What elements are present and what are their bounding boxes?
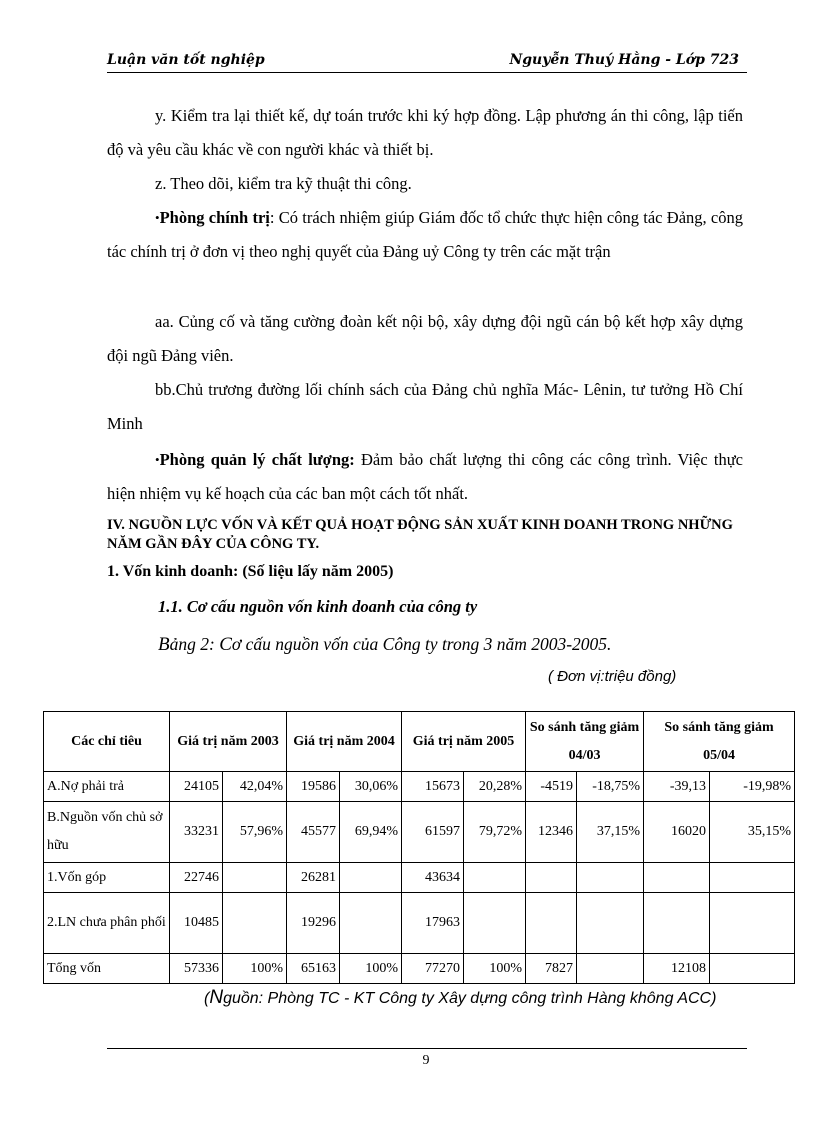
table-cell: 77270: [402, 954, 464, 984]
subsection-heading-1-1: 1.1. Cơ cấu nguồn vốn kinh doanh của công ty: [158, 597, 478, 616]
table-cell: 24105: [170, 772, 223, 802]
table-row-total: [44, 954, 795, 984]
header-compare-05-04: So sánh tăng giảm 05/04: [644, 712, 795, 772]
table-cell: 100%: [464, 954, 526, 984]
table-cell: 37,15%: [577, 802, 644, 863]
paragraph-aa: aa. Củng cố và tăng cường đoàn kết nội bộ, xây dựng đội ngũ cán bộ kết hợp xây dựng đội ngũ Đảng viên.: [107, 312, 743, 365]
political-dept-label: Phòng chính trị: [159, 208, 270, 227]
table-caption-rest: ơ cấu nguồn vốn của Công ty trong 3 năm 2003-2005.: [231, 634, 612, 654]
table-cell: 15673: [402, 772, 464, 802]
quality-dept-text: Đảm bảo chất lượng thi công các công trình. Việc thực hiện nhiệm vụ kế hoạch của các ban một cách tốt nhất.: [107, 450, 743, 503]
table-cell: [644, 863, 710, 893]
table-cell: 42,04%: [223, 772, 287, 802]
table-cell: [577, 954, 644, 984]
table-cell: 57336: [170, 954, 223, 984]
table-cell: 12346: [526, 802, 577, 863]
table-cell: -18,75%: [577, 772, 644, 802]
table-cell: -4519: [526, 772, 577, 802]
row-label: B.Nguồn vốn chủ sở hữu: [44, 802, 170, 863]
table-cell: [526, 863, 577, 893]
table-cell: 26281: [287, 863, 340, 893]
table-cell: 30,06%: [340, 772, 402, 802]
table-cell: 35,15%: [710, 802, 795, 863]
table-cell: 100%: [223, 954, 287, 984]
table-cell: -19,98%: [710, 772, 795, 802]
table-header-row: [44, 712, 795, 772]
bullet-icon: •: [155, 452, 160, 467]
source-text: guồn: Phòng TC - KT Công ty Xây dựng công trình Hàng không ACC): [223, 990, 717, 1007]
table-cell: [644, 893, 710, 954]
paragraph-bb: bb.Chủ trương đường lối chính sách của Đảng chủ nghĩa Mác- Lênin, tư tưởng Hồ Chí Minh: [107, 380, 743, 433]
paragraph-y: y. Kiểm tra lại thiết kế, dự toán trước khi ký hợp đồng. Lập phương án thi công, lập tiến độ và yêu cầu khác về con người khác và thiết bị.: [107, 106, 743, 159]
political-dept-text: : Có trách nhiệm giúp Giám đốc tổ chức thực hiện công tác Đảng, công tác chính trị ở đơn vị theo nghị quyết của Đảng uỷ Công ty trên các mặt trận: [107, 208, 743, 261]
table-cell: [340, 893, 402, 954]
table-cell: 100%: [340, 954, 402, 984]
row-label: Tổng vốn: [44, 954, 170, 984]
paragraph-political-dept: [107, 201, 743, 269]
paragraph-z: z. Theo dõi, kiểm tra kỹ thuật thi công.: [155, 174, 412, 193]
table-cell: 79,72%: [464, 802, 526, 863]
table-cell: 45577: [287, 802, 340, 863]
table-cell: 7827: [526, 954, 577, 984]
table-cell: 16020: [644, 802, 710, 863]
table-cell: [577, 893, 644, 954]
table-cell: 33231: [170, 802, 223, 863]
table-cell: 22746: [170, 863, 223, 893]
section-heading-iv: IV. NGUỒN LỰC VỐN VÀ KẾT QUẢ HOẠT ĐỘNG SẢN XUẤT KINH DOANH TRONG NHỮNG NĂM GẦN ĐÂY CỦA CÔNG TY.: [107, 517, 733, 552]
table-source-note: [204, 987, 716, 1009]
table-cell: [340, 863, 402, 893]
table-row: [44, 802, 795, 863]
table-row: [44, 893, 795, 954]
table-cell: [223, 893, 287, 954]
table-cell: [710, 954, 795, 984]
row-label: 2.LN chưa phân phối: [44, 893, 170, 954]
table-cell: 19586: [287, 772, 340, 802]
unit-note: ( Đơn vị:triệu đồng): [548, 668, 677, 685]
table-caption-part: ảng 2:: [169, 634, 220, 654]
table-cell: 17963: [402, 893, 464, 954]
table-cell: [464, 863, 526, 893]
table-cell: 57,96%: [223, 802, 287, 863]
table-cell: [526, 893, 577, 954]
capital-structure-table: [43, 711, 795, 984]
table-cell: [710, 893, 795, 954]
table-caption-initial-b: B: [158, 634, 170, 655]
table-cell: 43634: [402, 863, 464, 893]
bullet-icon: •: [155, 210, 160, 225]
quality-dept-label: Phòng quản lý chất lượng:: [159, 450, 355, 469]
header-2005: Giá trị năm 2005: [402, 712, 526, 772]
table-cell: 69,94%: [340, 802, 402, 863]
table-cell: 65163: [287, 954, 340, 984]
source-initial: N: [209, 987, 224, 1008]
table-cell: 61597: [402, 802, 464, 863]
header-compare-04-03: So sánh tăng giảm 04/03: [526, 712, 644, 772]
table-cell: [464, 893, 526, 954]
table-caption-initial-c: C: [219, 634, 232, 655]
table-cell: 10485: [170, 893, 223, 954]
table-row: [44, 863, 795, 893]
table-cell: 20,28%: [464, 772, 526, 802]
table-cell: 12108: [644, 954, 710, 984]
header-2004: Giá trị năm 2004: [287, 712, 402, 772]
footer-divider: [107, 1048, 747, 1049]
paragraph-quality-dept: [107, 443, 743, 511]
source-open-paren: (: [204, 990, 210, 1007]
table-row: [44, 772, 795, 802]
table-caption: [158, 634, 611, 656]
row-label: 1.Vốn góp: [44, 863, 170, 893]
header-thesis-title: Luận văn tốt nghiệp: [107, 52, 265, 68]
header-author: Nguyễn Thuý Hằng - Lớp 723: [509, 52, 739, 68]
subsection-heading-1: 1. Vốn kinh doanh: (Số liệu lấy năm 2005): [107, 563, 394, 580]
page-number: 9: [422, 1053, 430, 1068]
table-cell: 19296: [287, 893, 340, 954]
table-cell: [223, 863, 287, 893]
table-cell: [577, 863, 644, 893]
table-cell: -39,13: [644, 772, 710, 802]
header-criteria: Các chỉ tiêu: [44, 712, 170, 772]
row-label: A.Nợ phải trả: [44, 772, 170, 802]
page-header: [107, 52, 747, 73]
header-2003: Giá trị năm 2003: [170, 712, 287, 772]
table-cell: [710, 863, 795, 893]
